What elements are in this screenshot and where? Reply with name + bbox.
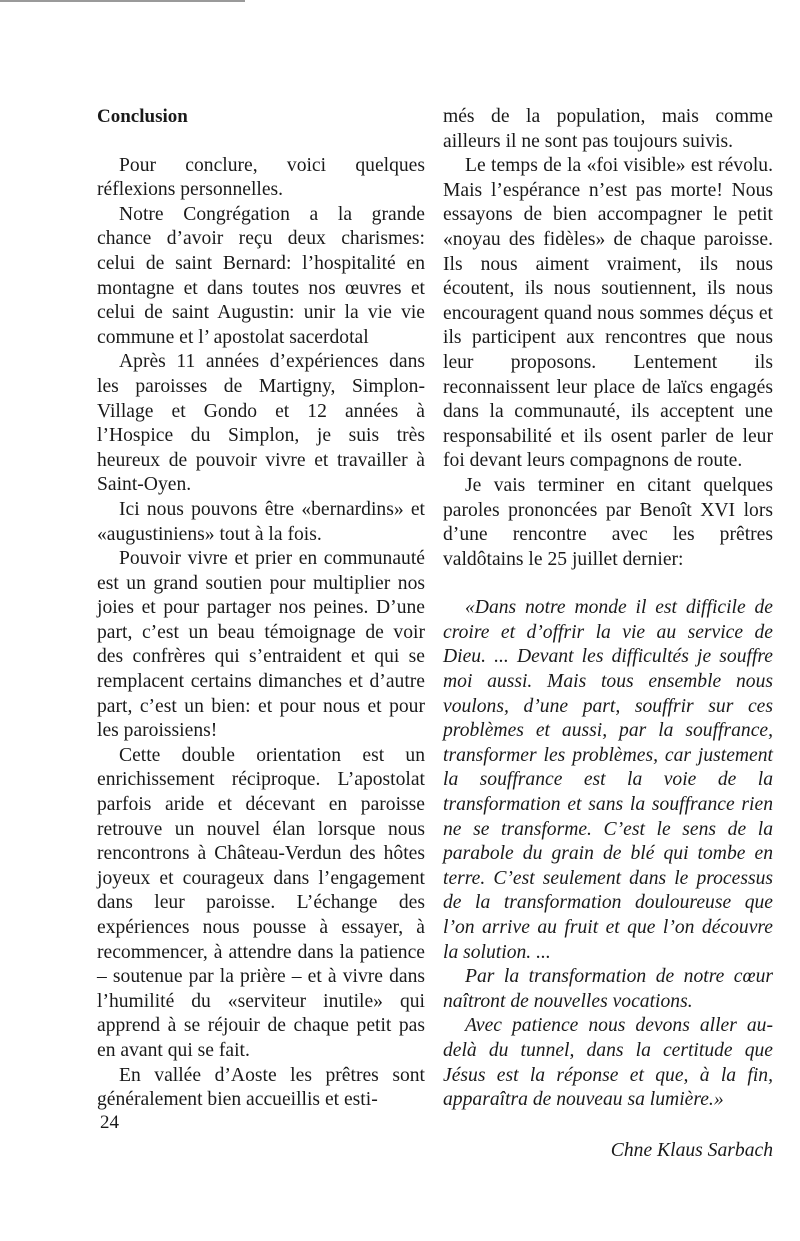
- paragraph: En vallée d’Aoste les prêtres sont généralement bien accueillis et esti-: [97, 1064, 425, 1111]
- author-signature: Chne Klaus Sarbach: [610, 1139, 773, 1161]
- right-column: [443, 105, 773, 1163]
- quote-paragraph: Avec patience nous devons aller au-delà du tunnel, dans la certitude que Jésus est la réponse et que, à la fin, apparaîtra de nouveau sa lumière.»: [443, 1015, 773, 1111]
- left-column: [97, 105, 425, 1113]
- paragraph: Le temps de la «foi visible» est révolu. Mais l’espérance n’est pas morte! Nous essayons de bien accompagner le petit «noyau des fidèles» de chaque paroisse. Ils nous aiment vraiment, ils nous écoutent, ils nous soutiennent, ils nous encouragent quand nous sommes déçus et ils participent aux rencontres que nous leur proposons. Lentement ils reconnaissent leur place de laïcs engagés dans la communauté, ils acceptent une responsabilité et ils osent parler de leur foi devant leurs compagnons de route.: [443, 155, 773, 472]
- paragraph: Après 11 années d’expériences dans les paroisses de Martigny, Simplon-Village et Gondo et 12 années à l’Hospice du Simplon, je suis très heureux de pouvoir vivre et travailler à Saint-Oyen.: [97, 351, 425, 496]
- page-number: 24: [100, 1112, 119, 1133]
- paragraph: Pour conclure, voici quelques réflexions personnelles.: [97, 154, 425, 201]
- quote-paragraph: Par la transformation de notre cœur naîtront de nouvelles vocations.: [443, 966, 773, 1012]
- spacer: [443, 572, 773, 596]
- paragraph: Pouvoir vivre et prier en communauté est un grand soutien pour multiplier nos joies et pour partager nos peines. D’une part, c’est un beau témoignage de voir des confrères qui s’entraident et qui se remplacent certains dimanches et d’autre part, c’est un bien: et pour nous et pour les paroissiens!: [97, 548, 425, 742]
- paragraph: Cette double orientation est un enrichissement réciproque. L’apostolat parfois aride et décevant en paroisse retrouve un nouvel élan lorsque nous rencontrons à Château-Verdun des hôtes joyeux et courageux dans l’engagement dans leur paroisse. L’échange des expériences nous pousse à essayer, à recommencer, à attendre dans la patience – soutenue par la prière – et à vivre dans l’humilité du «serviteur inutile» qui apprend à se réjouir de chaque petit pas en avant qui se fait.: [97, 744, 425, 1061]
- top-rule: [0, 0, 245, 2]
- paragraph-continuation: més de la population, mais comme ailleurs il ne sont pas toujours suivis.: [443, 106, 773, 152]
- paragraph: Notre Congrégation a la grande chance d’avoir reçu deux charismes: celui de saint Bernard: l’hospitalité en montagne et dans toutes nos œuvres et celui de saint Augustin: unir la vie vie commune et l’ apostolat sacerdotal: [97, 203, 425, 348]
- quote-paragraph: «Dans notre monde il est difficile de croire et d’offrir la vie au service de Dieu. ... Devant les difficultés je souffre moi aussi. Mais tous ensemble nous voulons, d’une part, souffrir sur ces problèmes et aussi, par la souffrance, transformer les problèmes, car justement la souffrance est la voie de la transformation et sans la souffrance rien ne se transforme. C’est le sens de la parabole du grain de blé qui tombe en terre. C’est seulement dans le processus de la transformation douloureuse que l’on arrive au fruit et que l’on découvre la solution. ...: [443, 597, 773, 963]
- paragraph: Ici nous pouvons être «bernardins» et «augustiniens» tout à la fois.: [97, 498, 425, 545]
- section-heading: Conclusion: [97, 106, 188, 127]
- paragraph: Je vais terminer en citant quelques paroles prononcées par Benoît XVI lors d’une rencontre avec les prêtres valdôtains le 25 juillet dernier:: [443, 474, 773, 570]
